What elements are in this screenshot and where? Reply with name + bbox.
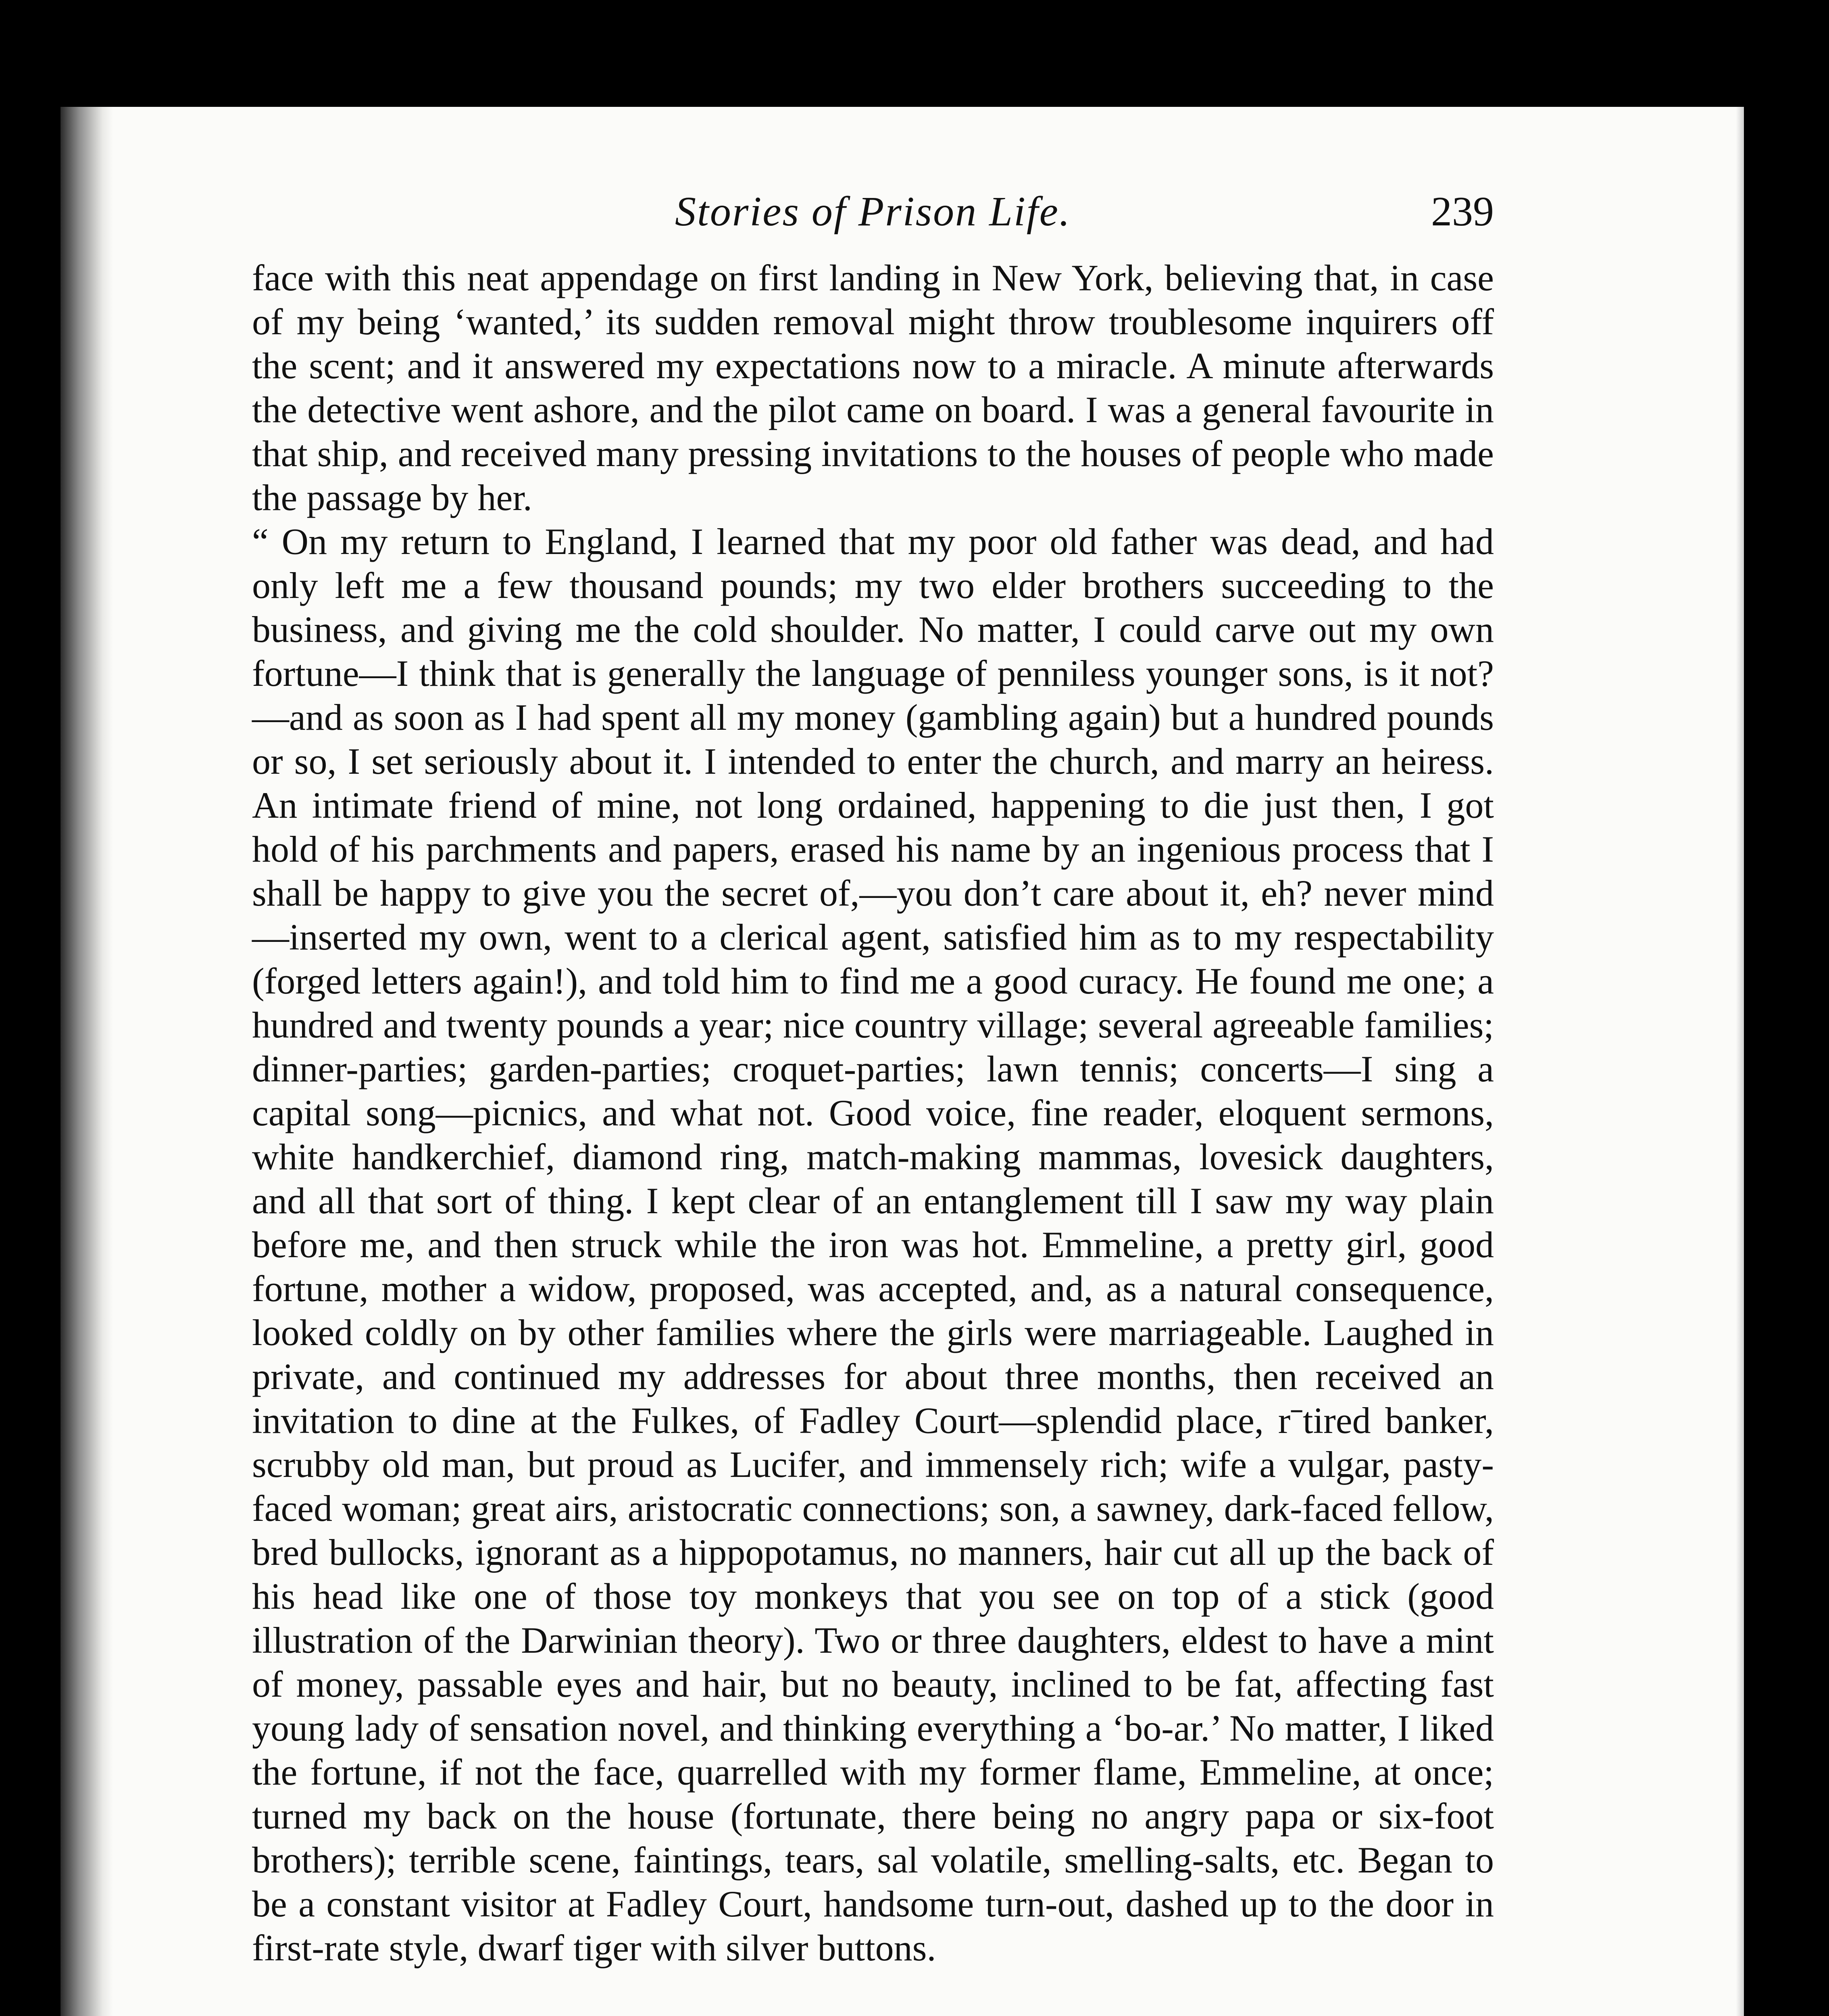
page-gutter-shadow [60,107,113,2016]
running-title: Stories of Prison Life. [675,188,1071,235]
running-head [252,187,1494,248]
body-text [252,256,1494,1970]
page-right-edge [1736,107,1744,2016]
paragraph-2: “ On my return to England, I learned that my poor old father was dead, and had only left me a few thousand pounds; my two elder brothers succeeding to the business, and giving me the cold shoulder. No matter, I could carve out my own fortune—I think that is generally the language of penniless younger sons, is it not?—and as soon as I had spent all my money (gambling again) but a hundred pounds or so, I set seriously about it. I intended to enter the church, and marry an heiress. An intimate friend of mine, not long ordained, happening to die just then, I got hold of his parchments and papers, erased his name by an ingenious process that I shall be happy to give you the secret of,—you don’t care about it, eh? never mind—inserted my own, went to a clerical agent, satisfied him as to my respectability (forged letters again!), and told him to find me a good curacy. He found me one; a hundred and twenty pounds a year; nice country village; several agreeable families; dinner-parties; garden-parties; croquet-parties; lawn tennis; concerts—I sing a capital song—picnics, and what not. Good voice, fine reader, eloquent sermons, white handkerchief, diamond ring, match-making mammas, lovesick daughters, and all that sort of thing. I kept clear of an entanglement till I saw my way plain before me, and then struck while the iron was hot. Emmeline, a pretty girl, good fortune, mother a widow, proposed, was accepted, and, as a natural consequence, looked coldly on by other families where the girls were marriageable. Laughed in private, and continued my addresses for about three months, then received an invitation to dine at the Fulkes, of Fadley Court—splendid place, rˉtired banker, scrubby old man, but proud as Lucifer, and immensely rich; wife a vulgar, pasty-faced woman; great airs, aristocratic connections; son, a sawney, dark-faced fellow, bred bullocks, ignorant as a hippopotamus, no manners, hair cut all up the back of his head like one of those toy monkeys that you see on top of a stick (good illustration of the Darwinian theory). Two or three daughters, eldest to have a mint of money, passable eyes and hair, but no beauty, inclined to be fat, affecting fast young lady of sensation novel, and thinking everything a ‘bo-ar.’ No matter, I liked the fortune, if not the face, quarrelled with my former flame, Emmeline, at once; turned my back on the house (fortunate, there being no angry papa or six-foot brothers); terrible scene, faintings, tears, sal volatile, smelling-salts, etc. Began to be a constant visitor at Fadley Court, handsome turn-out, dashed up to the door in first-rate style, dwarf tiger with silver buttons. [252,521,1494,1968]
page-number: 239 [1431,188,1494,235]
paragraph-1: face with this neat appendage on first landing in New York, believing that, in case of my being ‘wanted,’ its sudden removal might throw troublesome inquirers off the scent; and it answered my expectations now to a miracle. A minute afterwards the detective went ashore, and the pilot came on board. I was a general favourite in that ship, and received many pressing invitations to the houses of people who made the passage by her. [252,257,1494,518]
